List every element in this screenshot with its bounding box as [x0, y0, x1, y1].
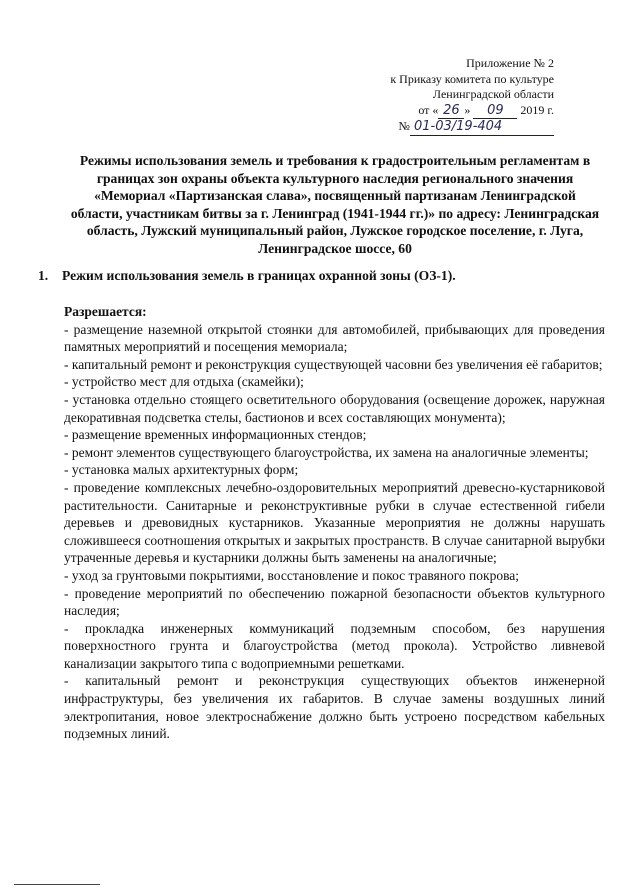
- document-title: Режимы использования земель и требования к градостроительным регламентам в границах зон охраны объекта культурного наследия регионального значения «Мемориал «Партизанская слава», посвященный партизанам Ленинградской области, участникам битвы за г. Ленинград (1941-1944 гг.)» по адресу: Ленинградская область, Лужский муниципальный район, Лужское городское поселение, г. Луга, Ленинградское шоссе, 60: [70, 153, 600, 256]
- date-month-handwritten: 09: [473, 103, 517, 120]
- list-item: - проведение мероприятий по обеспечению пожарной безопасности объектов культурного наследия;: [64, 585, 605, 619]
- list-item: - установка отдельно стоящего осветительного оборудования (освещение дорожек, наружная декоративная подсветка стелы, бастионов и всех составляющих монумента);: [64, 391, 605, 425]
- footnote-divider: [14, 884, 100, 885]
- appendix-date: [344, 103, 554, 120]
- appendix-line-2: к Приказу комитета по культуре: [390, 71, 554, 86]
- list-item: - размещение наземной открытой стоянки для автомобилей, прибывающих для проведения памятных мероприятий и посещения мемориала;: [64, 321, 605, 355]
- section-number: 1.: [38, 268, 49, 283]
- list-item: - ремонт элементов существующего благоустройства, их замена на аналогичные элементы;: [64, 444, 589, 460]
- list-item: - прокладка инженерных коммуникаций подземным способом, без нарушения поверхностного грунта и благоустройства (метод прокола). Устройство ливневой канализации закрытого типа с водоприемными решетками.: [64, 620, 605, 671]
- section-heading: [38, 268, 608, 284]
- date-year: 2019 г.: [520, 102, 554, 117]
- appendix-block: [344, 56, 554, 136]
- number-handwritten: 01-03/19-404: [410, 119, 554, 136]
- appendix-line-3: Ленинградской области: [432, 87, 554, 101]
- allowed-heading: Разрешается:: [64, 304, 147, 319]
- section-heading-text: Режим использования земель в границах охранной зоны (ОЗ-1).: [62, 268, 456, 283]
- list-item: - установка малых архитектурных форм;: [64, 462, 299, 478]
- list-item: - устройство мест для отдыха (скамейки);: [64, 374, 304, 390]
- list-item: - размещение временных информационных стендов;: [64, 427, 367, 443]
- list-item: - проведение комплексных лечебно-оздоровительных мероприятий древесно-кустарниковой растительности. Санитарные и реконструктивные рубки в случае естественной гибели деревьев и древовидных кустарников. Указанные мероприятия не должны нарушать сложившееся соотношения открытых и закрытых пространств. В случае санитарной вырубки утраченные деревья и кустарники должны быть заменены на аналогичные;: [64, 479, 605, 566]
- list-item: - капитальный ремонт и реконструкция существующей часовни без увеличения её габаритов;: [64, 356, 603, 372]
- list-item: - уход за грунтовыми покрытиями, восстановление и покос травяного покрова;: [64, 567, 520, 583]
- list-item: - капитальный ремонт и реконструкция существующих объектов инженерной инфраструктуры, без увеличения их габаритов. В случае замены воздушных линий электропитания, новое электроснабжение должно быть устроено посредством кабельных подземных линий.: [64, 673, 605, 742]
- appendix-number: [344, 119, 554, 136]
- date-day-handwritten: 26: [438, 103, 464, 120]
- number-prefix: №: [398, 119, 410, 133]
- appendix-line-1: Приложение № 2: [466, 56, 554, 70]
- date-prefix: от «: [418, 102, 439, 117]
- date-mid: »: [464, 102, 471, 117]
- section-body: [64, 303, 605, 743]
